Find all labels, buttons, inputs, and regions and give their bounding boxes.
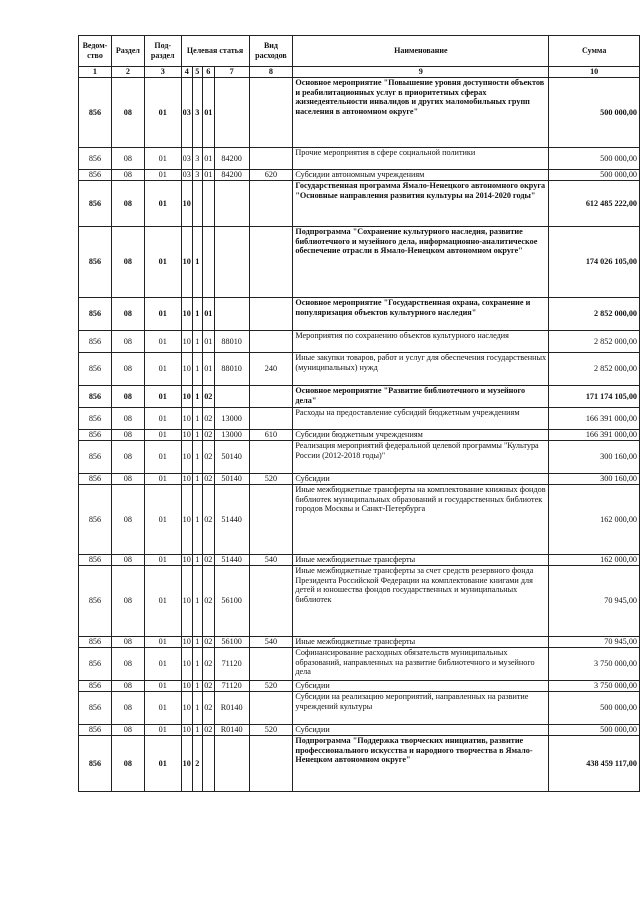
expense-type-cell xyxy=(249,386,293,408)
column-number: 1 xyxy=(79,67,112,78)
table-row xyxy=(79,148,640,170)
column-number: 6 xyxy=(202,67,214,78)
amount-cell: 300 160,00 xyxy=(549,441,640,474)
target-code-event-cell: 02 xyxy=(202,692,214,725)
target-code-direction-cell: 84200 xyxy=(214,148,249,170)
target-code-direction-cell: 13000 xyxy=(214,408,249,430)
name-cell: Иные закупки товаров, работ и услуг для обеспечения государственных (муниципальных) нужд xyxy=(293,353,549,386)
target-code-event-cell: 02 xyxy=(202,485,214,555)
target-code-event-cell: 02 xyxy=(202,566,214,637)
target-code-subprogram-cell: 1 xyxy=(192,637,202,648)
target-code-program-cell: 10 xyxy=(182,681,191,691)
target-code-program-cell: 10 xyxy=(181,408,192,430)
target-code-program-cell: 10 xyxy=(181,648,192,681)
column-number: 7 xyxy=(214,67,249,78)
vedomstvo-cell: 856 xyxy=(79,736,112,792)
table-row xyxy=(79,441,640,474)
table-row xyxy=(79,78,640,148)
target-code-subprogram-cell: 1 xyxy=(192,474,202,485)
vedomstvo-cell: 856 xyxy=(79,353,112,386)
target-code-event-cell: 02 xyxy=(204,725,213,735)
target-code-program-cell: 10 xyxy=(181,227,192,298)
razdel-cell: 08 xyxy=(111,681,144,692)
expense-type-cell xyxy=(249,181,293,227)
razdel-cell: 08 xyxy=(111,430,144,441)
amount-cell: 166 391 000,00 xyxy=(549,408,640,430)
target-code-program-cell: 10 xyxy=(181,331,192,353)
podrazdel-cell: 01 xyxy=(144,353,181,386)
name-cell: Реализация мероприятий федеральной целевой программы "Культура России (2012-2018 годы)" xyxy=(293,441,549,474)
target-code-direction-cell: 84200 xyxy=(214,170,249,181)
target-code-subprogram-cell: 2 xyxy=(192,736,202,792)
vedomstvo-cell: 856 xyxy=(79,386,112,408)
target-code-program-cell: 10 xyxy=(182,474,191,484)
header-summa: Сумма xyxy=(549,36,640,67)
target-code-subprogram-cell: 1 xyxy=(192,725,202,736)
target-code-event-cell: 02 xyxy=(204,474,213,484)
name-cell: Основное мероприятие "Государственная охрана, сохранение и популяризация объектов культурного наследия" xyxy=(293,298,549,331)
table-row xyxy=(79,555,640,566)
razdel-cell: 08 xyxy=(111,227,144,298)
podrazdel-cell: 01 xyxy=(144,474,181,485)
target-code-event-cell: 02 xyxy=(204,681,213,691)
table-row xyxy=(79,637,640,648)
podrazdel-cell: 01 xyxy=(144,692,181,725)
table-row xyxy=(79,485,640,555)
target-code-program-cell: 10 xyxy=(181,298,192,331)
amount-cell: 3 750 000,00 xyxy=(549,681,640,692)
target-code-program-cell: 10 xyxy=(182,555,191,565)
expense-type-cell xyxy=(249,648,293,681)
table-row xyxy=(79,681,640,692)
target-code-event-cell: 01 xyxy=(204,170,213,180)
podrazdel-cell: 01 xyxy=(144,485,181,555)
target-code-program-cell: 10 xyxy=(182,637,191,647)
target-code-program-cell: 03 xyxy=(181,148,192,170)
vedomstvo-cell: 856 xyxy=(79,227,112,298)
header-razdel: Раздел xyxy=(111,36,144,67)
vedomstvo-cell: 856 xyxy=(79,566,112,637)
expense-type-cell: 240 xyxy=(249,353,293,386)
target-code-subprogram-cell: 1 xyxy=(192,227,202,298)
vedomstvo-cell: 856 xyxy=(79,681,112,692)
header-celevaya-statya: Целевая статья xyxy=(181,36,249,67)
amount-cell: 3 750 000,00 xyxy=(549,648,640,681)
podrazdel-cell: 01 xyxy=(144,170,181,181)
vedomstvo-cell: 856 xyxy=(79,725,112,736)
amount-cell: 2 852 000,00 xyxy=(549,331,640,353)
target-code-program-cell: 10 xyxy=(181,181,192,227)
name-cell: Субсидии xyxy=(293,474,549,485)
target-code-event-cell: 02 xyxy=(202,441,214,474)
amount-cell: 500 000,00 xyxy=(549,78,640,148)
razdel-cell: 08 xyxy=(111,474,144,485)
target-code-direction-cell: 56100 xyxy=(214,566,249,637)
column-number: 10 xyxy=(549,67,640,78)
table-row xyxy=(79,181,640,227)
target-code-direction-cell: 71120 xyxy=(214,648,249,681)
table-row xyxy=(79,692,640,725)
amount-cell: 162 000,00 xyxy=(549,485,640,555)
razdel-cell: 08 xyxy=(111,441,144,474)
amount-cell: 500 000,00 xyxy=(549,170,640,181)
header-podrazdel: Под-раздел xyxy=(144,36,181,67)
amount-cell: 612 485 222,00 xyxy=(549,181,640,227)
podrazdel-cell: 01 xyxy=(144,408,181,430)
podrazdel-cell: 01 xyxy=(144,736,181,792)
amount-cell: 2 852 000,00 xyxy=(549,353,640,386)
budget-table xyxy=(78,35,640,792)
name-cell: Субсидии xyxy=(293,681,549,692)
target-code-subprogram-cell: 1 xyxy=(192,692,202,725)
table-row xyxy=(79,298,640,331)
target-code-program-cell: 03 xyxy=(181,78,192,148)
razdel-cell: 08 xyxy=(111,386,144,408)
podrazdel-cell: 01 xyxy=(144,78,181,148)
target-code-program-cell: 10 xyxy=(181,485,192,555)
podrazdel-cell: 01 xyxy=(144,566,181,637)
expense-type-cell xyxy=(249,566,293,637)
target-code-event-cell xyxy=(202,736,214,792)
target-code-direction-cell: 50140 xyxy=(214,441,249,474)
target-code-event-cell: 02 xyxy=(202,386,214,408)
target-code-subprogram-cell: 1 xyxy=(192,555,202,566)
vedomstvo-cell: 856 xyxy=(79,555,112,566)
name-cell: Софинансирование расходных обязательств муниципальных образований, направленных на развитие библиотечного и музейного дела xyxy=(293,648,549,681)
razdel-cell: 08 xyxy=(111,148,144,170)
vedomstvo-cell: 856 xyxy=(79,181,112,227)
vedomstvo-cell: 856 xyxy=(79,692,112,725)
name-cell: Государственная программа Ямало-Ненецкого автономного округа "Основные направления развития культуры на 2014-2020 годы" xyxy=(293,181,549,227)
target-code-direction-cell: 50140 xyxy=(214,474,249,485)
target-code-event-cell xyxy=(202,181,214,227)
target-code-subprogram-cell xyxy=(192,181,202,227)
target-code-direction-cell: R0140 xyxy=(214,725,249,736)
target-code-direction-cell xyxy=(214,181,249,227)
column-number-row xyxy=(79,67,640,78)
expense-type-cell: 520 xyxy=(249,681,293,692)
name-cell: Субсидии на реализацию мероприятий, направленных на развитие учреждений культуры xyxy=(293,692,549,725)
podrazdel-cell: 01 xyxy=(144,227,181,298)
name-cell: Субсидии бюджетным учреждениям xyxy=(293,430,549,441)
expense-type-cell xyxy=(249,408,293,430)
amount-cell: 171 174 105,00 xyxy=(549,386,640,408)
table-row xyxy=(79,648,640,681)
column-number: 8 xyxy=(249,67,293,78)
razdel-cell: 08 xyxy=(111,78,144,148)
target-code-event-cell: 02 xyxy=(202,648,214,681)
podrazdel-cell: 01 xyxy=(144,331,181,353)
expense-type-cell: 520 xyxy=(249,725,293,736)
amount-cell: 166 391 000,00 xyxy=(549,430,640,441)
target-code-event-cell: 02 xyxy=(204,637,213,647)
amount-cell: 162 000,00 xyxy=(549,555,640,566)
expense-type-cell xyxy=(249,298,293,331)
target-code-event-cell: 01 xyxy=(202,78,214,148)
vedomstvo-cell: 856 xyxy=(79,170,112,181)
target-code-subprogram-cell: 3 xyxy=(192,148,202,170)
table-row xyxy=(79,474,640,485)
target-code-program-cell: 10 xyxy=(181,692,192,725)
target-code-subprogram-cell: 1 xyxy=(192,408,202,430)
target-code-direction-cell: 13000 xyxy=(214,430,249,441)
expense-type-cell xyxy=(249,692,293,725)
table-row xyxy=(79,170,640,181)
target-code-program-cell: 10 xyxy=(181,441,192,474)
podrazdel-cell: 01 xyxy=(144,681,181,692)
target-code-direction-cell: 51440 xyxy=(214,485,249,555)
target-code-direction-cell xyxy=(214,227,249,298)
podrazdel-cell: 01 xyxy=(144,430,181,441)
target-code-event-cell: 02 xyxy=(204,555,213,565)
vedomstvo-cell: 856 xyxy=(79,408,112,430)
name-cell: Основное мероприятие "Развитие библиотечного и музейного дела" xyxy=(293,386,549,408)
target-code-event-cell: 01 xyxy=(202,353,214,386)
header-vid-rashodov: Вид расходов xyxy=(249,36,293,67)
target-code-subprogram-cell: 1 xyxy=(192,441,202,474)
header-vedomstvo: Ведом-ство xyxy=(79,36,112,67)
name-cell: Подпрограмма "Поддержка творческих инициатив, развитие профессионального искусства и народного творчества в Ямало-Ненецком автономном округе" xyxy=(293,736,549,792)
name-cell: Субсидии xyxy=(293,725,549,736)
target-code-direction-cell: 88010 xyxy=(214,353,249,386)
name-cell: Иные межбюджетные трансферты на комплектование книжных фондов библиотек муниципальных образований и государственных библиотек городов Москвы и Санкт-Петербурга xyxy=(293,485,549,555)
amount-cell: 438 459 117,00 xyxy=(549,736,640,792)
razdel-cell: 08 xyxy=(111,485,144,555)
name-cell: Расходы на предоставление субсидий бюджетным учреждениям xyxy=(293,408,549,430)
target-code-direction-cell: 51440 xyxy=(214,555,249,566)
table-row xyxy=(79,386,640,408)
podrazdel-cell: 01 xyxy=(144,181,181,227)
target-code-direction-cell: 56100 xyxy=(214,637,249,648)
expense-type-cell xyxy=(249,485,293,555)
target-code-subprogram-cell: 1 xyxy=(192,648,202,681)
razdel-cell: 08 xyxy=(111,566,144,637)
table-row xyxy=(79,353,640,386)
razdel-cell: 08 xyxy=(111,725,144,736)
target-code-direction-cell: 88010 xyxy=(214,331,249,353)
target-code-program-cell: 10 xyxy=(182,430,191,440)
header-naimenovanie: Наименование xyxy=(293,36,549,67)
amount-cell: 2 852 000,00 xyxy=(549,298,640,331)
amount-cell: 70 945,00 xyxy=(549,637,640,648)
podrazdel-cell: 01 xyxy=(144,441,181,474)
target-code-event-cell xyxy=(202,227,214,298)
name-cell: Иные межбюджетные трансферты xyxy=(293,637,549,648)
razdel-cell: 08 xyxy=(111,298,144,331)
column-number: 4 xyxy=(181,67,192,78)
expense-type-cell xyxy=(249,227,293,298)
name-cell: Иные межбюджетные трансферты xyxy=(293,555,549,566)
podrazdel-cell: 01 xyxy=(144,148,181,170)
table-row xyxy=(79,227,640,298)
razdel-cell: 08 xyxy=(111,692,144,725)
expense-type-cell: 520 xyxy=(249,474,293,485)
table-row xyxy=(79,408,640,430)
vedomstvo-cell: 856 xyxy=(79,441,112,474)
target-code-subprogram-cell: 1 xyxy=(192,386,202,408)
target-code-program-cell: 10 xyxy=(181,353,192,386)
target-code-event-cell: 01 xyxy=(202,331,214,353)
target-code-direction-cell: 71120 xyxy=(214,681,249,692)
podrazdel-cell: 01 xyxy=(144,298,181,331)
target-code-subprogram-cell: 1 xyxy=(192,353,202,386)
expense-type-cell xyxy=(249,736,293,792)
vedomstvo-cell: 856 xyxy=(79,474,112,485)
vedomstvo-cell: 856 xyxy=(79,430,112,441)
name-cell: Подпрограмма "Сохранение культурного наследия, развитие библиотечного и музейного дела, информационно-аналитическое обеспечение отрасли в Ямало-Ненецком автономном округе" xyxy=(293,227,549,298)
vedomstvo-cell: 856 xyxy=(79,485,112,555)
name-cell: Прочие мероприятия в сфере социальной политики xyxy=(293,148,549,170)
target-code-direction-cell: R0140 xyxy=(214,692,249,725)
table-row xyxy=(79,566,640,637)
target-code-program-cell: 10 xyxy=(181,386,192,408)
vedomstvo-cell: 856 xyxy=(79,298,112,331)
target-code-direction-cell xyxy=(214,298,249,331)
target-code-direction-cell xyxy=(214,386,249,408)
expense-type-cell xyxy=(249,148,293,170)
podrazdel-cell: 01 xyxy=(144,648,181,681)
razdel-cell: 08 xyxy=(111,181,144,227)
table-body xyxy=(79,78,640,792)
target-code-subprogram-cell: 1 xyxy=(192,298,202,331)
target-code-subprogram-cell: 3 xyxy=(192,170,202,181)
amount-cell: 300 160,00 xyxy=(549,474,640,485)
razdel-cell: 08 xyxy=(111,408,144,430)
vedomstvo-cell: 856 xyxy=(79,648,112,681)
target-code-direction-cell xyxy=(214,736,249,792)
razdel-cell: 08 xyxy=(111,555,144,566)
target-code-event-cell: 02 xyxy=(204,430,213,440)
amount-cell: 500 000,00 xyxy=(549,725,640,736)
name-cell: Иные межбюджетные трансферты за счет средств резервного фонда Президента Российской Федерации на комплектование книгами для детей и юношества фондов государственных и муниципальных библиотек xyxy=(293,566,549,637)
column-number: 3 xyxy=(144,67,181,78)
column-number: 5 xyxy=(192,67,202,78)
razdel-cell: 08 xyxy=(111,331,144,353)
razdel-cell: 08 xyxy=(111,170,144,181)
amount-cell: 500 000,00 xyxy=(549,148,640,170)
table-row xyxy=(79,725,640,736)
expense-type-cell: 540 xyxy=(249,637,293,648)
target-code-program-cell: 10 xyxy=(181,566,192,637)
target-code-subprogram-cell: 1 xyxy=(192,485,202,555)
amount-cell: 500 000,00 xyxy=(549,692,640,725)
razdel-cell: 08 xyxy=(111,353,144,386)
razdel-cell: 08 xyxy=(111,648,144,681)
amount-cell: 174 026 105,00 xyxy=(549,227,640,298)
name-cell: Субсидии автономным учреждениям xyxy=(293,170,549,181)
expense-type-cell xyxy=(249,441,293,474)
podrazdel-cell: 01 xyxy=(144,725,181,736)
name-cell: Мероприятия по сохранению объектов культурного наследия xyxy=(293,331,549,353)
amount-cell: 70 945,00 xyxy=(549,566,640,637)
target-code-program-cell: 10 xyxy=(182,725,191,735)
target-code-event-cell: 02 xyxy=(202,408,214,430)
vedomstvo-cell: 856 xyxy=(79,148,112,170)
target-code-subprogram-cell: 3 xyxy=(192,78,202,148)
table-row xyxy=(79,430,640,441)
target-code-subprogram-cell: 1 xyxy=(192,566,202,637)
name-cell: Основное мероприятие "Повышение уровня доступности объектов и реабилитационных услуг в приоритетных сферах жизнедеятельности инвалидов и других маломобильных групп населения в автономном округе" xyxy=(293,78,549,148)
target-code-subprogram-cell: 1 xyxy=(192,331,202,353)
target-code-program-cell: 03 xyxy=(182,170,191,180)
target-code-event-cell: 01 xyxy=(202,298,214,331)
razdel-cell: 08 xyxy=(111,736,144,792)
target-code-direction-cell xyxy=(214,78,249,148)
vedomstvo-cell: 856 xyxy=(79,331,112,353)
table-row xyxy=(79,736,640,792)
target-code-event-cell: 01 xyxy=(202,148,214,170)
column-number: 2 xyxy=(111,67,144,78)
table-row xyxy=(79,331,640,353)
column-number: 9 xyxy=(293,67,549,78)
expense-type-cell: 610 xyxy=(249,430,293,441)
podrazdel-cell: 01 xyxy=(144,555,181,566)
expense-type-cell: 540 xyxy=(249,555,293,566)
podrazdel-cell: 01 xyxy=(144,386,181,408)
vedomstvo-cell: 856 xyxy=(79,78,112,148)
expense-type-cell: 620 xyxy=(249,170,293,181)
vedomstvo-cell: 856 xyxy=(79,637,112,648)
razdel-cell: 08 xyxy=(111,637,144,648)
target-code-subprogram-cell: 1 xyxy=(192,430,202,441)
target-code-program-cell: 10 xyxy=(181,736,192,792)
expense-type-cell xyxy=(249,78,293,148)
expense-type-cell xyxy=(249,331,293,353)
target-code-subprogram-cell: 1 xyxy=(192,681,202,692)
podrazdel-cell: 01 xyxy=(144,637,181,648)
